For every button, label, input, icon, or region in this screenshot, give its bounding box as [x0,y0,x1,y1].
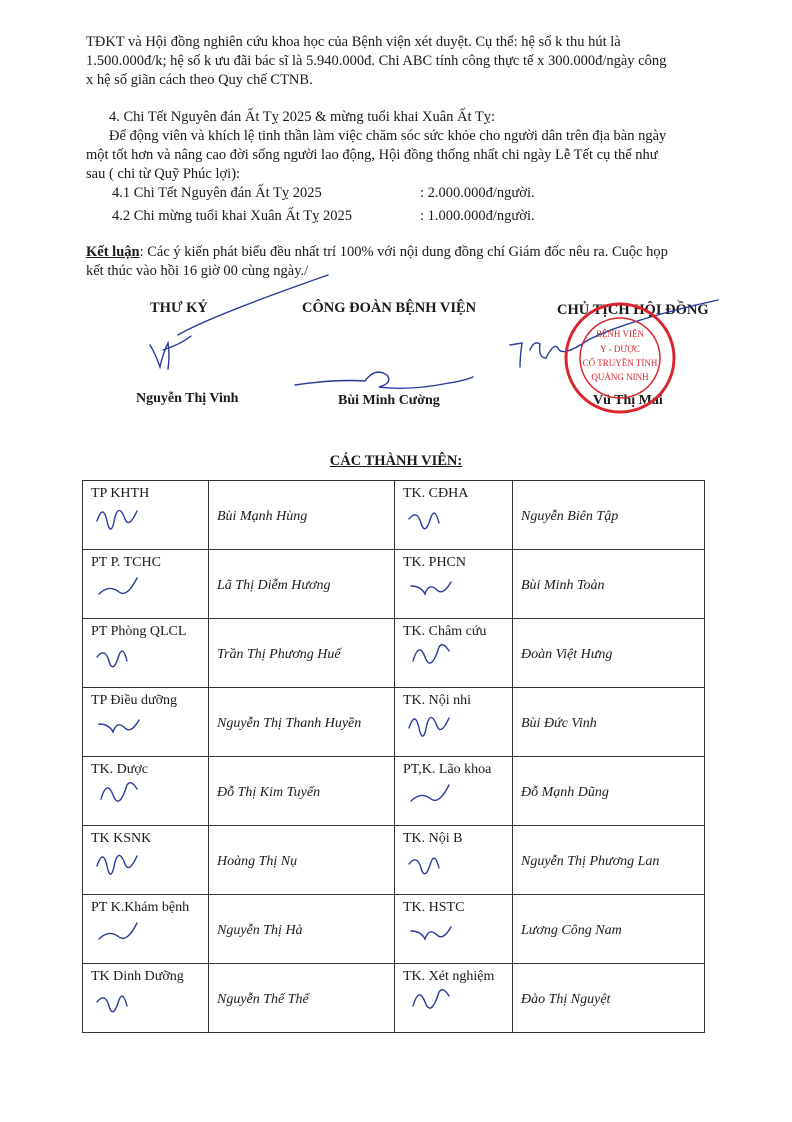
right-name-cell [513,481,705,550]
handwritten-signature-icon [93,982,153,1022]
handwritten-signature-icon [405,637,465,677]
right-name-cell [513,826,705,895]
member-role: PT,K. Lão khoa [403,762,492,777]
members-table [82,480,705,1033]
member-name: Nguyễn Thế Thể [217,992,309,1007]
left-role-cell [83,550,209,619]
left-role-cell [83,964,209,1033]
chair-title: CHỦ TỊCH HỘI ĐỒNG [557,302,709,318]
table-row [83,826,705,895]
handwritten-signature-icon [405,844,465,884]
member-name: Đỗ Thị Kim Tuyến [217,785,321,800]
union-title: CÔNG ĐOÀN BỆNH VIỆN [302,300,477,316]
member-role: TK. Nội nhi [403,693,472,708]
right-name-cell [513,688,705,757]
member-role: TP KHTH [91,486,150,501]
left-name-cell [209,964,395,1033]
left-role-cell [83,826,209,895]
member-role: PT K.Khám bệnh [91,900,190,915]
union-signature-icon [295,372,473,388]
left-role-cell [83,757,209,826]
handwritten-signature-icon [405,706,465,746]
member-name: Đỗ Mạnh Dũng [521,785,609,800]
handwritten-signature-icon [93,913,153,953]
section-4-heading: 4. Chi Tết Nguyên đán Ất Tỵ 2025 & mừng tuổi khai Xuân Ất Tỵ: [109,109,496,125]
conclusion-text-1: : Các ý kiến phát biểu đều nhất trí 100% với nội dung đồng chí Giám đốc nêu ra. Cuộc họp [139,244,668,260]
left-role-cell [83,481,209,550]
member-name: Bùi Minh Toàn [521,578,605,593]
member-role: TK Dinh Dưỡng [91,969,184,984]
svg-text:CỔ TRUYỀN TỈNH: CỔ TRUYỀN TỈNH [582,358,658,368]
member-role: PT Phòng QLCL [91,624,187,639]
member-role: TK. HSTC [403,900,465,915]
table-row [83,688,705,757]
handwritten-signature-icon [405,775,465,815]
right-name-cell [513,619,705,688]
item-4-1-value: : 2.000.000đ/người. [420,185,535,201]
left-name-cell [209,826,395,895]
right-name-cell [513,895,705,964]
member-role: TK. Xét nghiệm [403,969,495,984]
section-4-body-1: Để động viên và khích lệ tinh thần làm việc chăm sóc sức khỏe cho người dân trên địa bàn ngày [109,128,667,144]
svg-text:Y - DƯỢC: Y - DƯỢC [600,344,640,354]
conclusion-label: Kết luận [86,244,140,260]
member-name: Đoàn Việt Hưng [521,647,613,662]
handwritten-signature-icon [405,982,465,1022]
handwritten-signature-icon [93,637,153,677]
handwritten-signature-icon [405,568,465,608]
item-4-2-label: 4.2 Chi mừng tuổi khai Xuân Ất Tỵ 2025 [112,208,352,224]
table-row [83,895,705,964]
intro-line-3: x hệ số giãn cách theo Quy chế CTNB. [86,72,313,88]
table-row [83,619,705,688]
section-4-body-3: sau ( chi từ Quỹ Phúc lợi): [86,166,241,182]
member-role: TK. Châm cứu [403,624,487,639]
handwritten-signature-icon [93,706,153,746]
secretary-title: THƯ KÝ [150,300,208,316]
section-4-body-2: một tốt hơn và nâng cao đời sống người lao động, Hội đồng thống nhất chi ngày Lễ Tết cụ thể như [86,147,658,163]
member-name: Bùi Mạnh Hùng [217,509,308,524]
member-role: TK KSNK [91,831,152,846]
left-name-cell [209,895,395,964]
member-role: TK. PHCN [403,555,467,570]
table-row [83,481,705,550]
table-row [83,757,705,826]
right-name-cell [513,964,705,1033]
item-4-2-value: : 1.000.000đ/người. [420,208,535,224]
table-row [83,964,705,1033]
svg-text:BỆNH VIỆN: BỆNH VIỆN [595,329,645,339]
left-role-cell [83,619,209,688]
member-role: TK. Nội B [403,831,463,846]
right-name-cell [513,550,705,619]
chair-name: Vũ Thị Mai [593,393,663,408]
right-role-cell [395,826,513,895]
handwritten-signature-icon [93,844,153,884]
left-role-cell [83,688,209,757]
member-name: Nguyễn Biên Tập [521,509,619,524]
right-role-cell [395,481,513,550]
handwritten-signature-icon [93,568,153,608]
handwritten-signature-icon [93,775,153,815]
right-role-cell [395,550,513,619]
left-name-cell [209,757,395,826]
member-name: Nguyễn Thị Thanh Huyền [217,716,362,731]
intro-line-1: TĐKT và Hội đồng nghiên cứu khoa học của Bệnh viện xét duyệt. Cụ thể: hệ số k thu hút là [86,34,621,50]
handwritten-signature-icon [405,499,465,539]
left-name-cell [209,481,395,550]
member-name: Bùi Đức Vinh [521,716,597,731]
conclusion-line-1 [86,243,668,262]
right-role-cell [395,619,513,688]
right-role-cell [395,895,513,964]
member-name: Đào Thị Nguyệt [521,992,611,1007]
secretary-signature-icon [150,275,328,369]
svg-text:QUẢNG NINH: QUẢNG NINH [591,372,649,382]
left-name-cell [209,550,395,619]
handwritten-signature-icon [405,913,465,953]
item-4-1-label: 4.1 Chi Tết Nguyên đán Ất Tỵ 2025 [112,185,322,201]
member-name: Trần Thị Phương Huế [217,647,341,662]
member-name: Nguyễn Thị Phương Lan [521,854,660,869]
secretary-name: Nguyễn Thị Vinh [136,391,239,406]
member-role: TK. CĐHA [403,486,469,501]
left-name-cell [209,688,395,757]
member-role: TK. Dược [91,762,148,777]
left-name-cell [209,619,395,688]
member-name: Hoàng Thị Nụ [217,854,298,869]
member-name: Lã Thị Diễm Hương [217,578,331,593]
members-heading: CÁC THÀNH VIÊN: [329,453,463,469]
handwritten-signature-icon [93,499,153,539]
member-role: TP Điều dưỡng [91,693,178,708]
right-role-cell [395,688,513,757]
conclusion-line-2: kết thúc vào hồi 16 giờ 00 cùng ngày./ [86,263,309,279]
right-name-cell [513,757,705,826]
left-role-cell [83,895,209,964]
intro-line-2: 1.500.000đ/k; hệ số k ưu đãi bác sĩ là 5.940.000đ. Chi ABC tính công thực tế x 300.000đ/ngày công [86,53,667,69]
union-name: Bùi Minh Cường [338,393,440,408]
right-role-cell [395,757,513,826]
table-row [83,550,705,619]
member-name: Lương Công Nam [521,923,622,938]
member-name: Nguyễn Thị Hà [217,923,303,938]
right-role-cell [395,964,513,1033]
member-role: PT P. TCHC [91,555,161,570]
